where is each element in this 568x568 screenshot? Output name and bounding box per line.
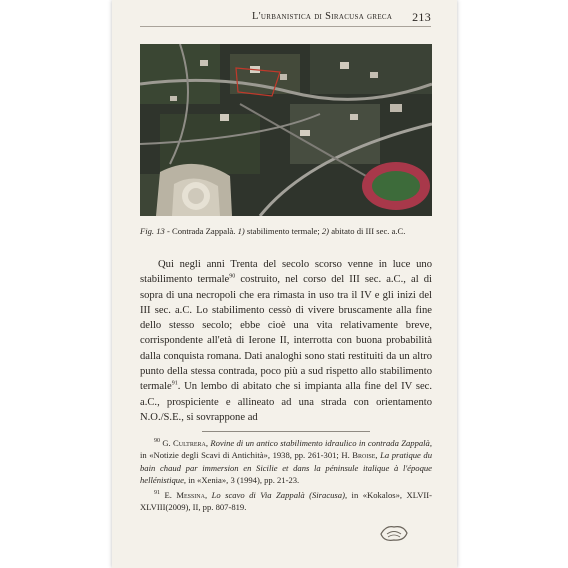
- running-head-title: L'urbanistica di Siracusa greca: [252, 11, 393, 22]
- running-head: [140, 10, 431, 27]
- note-ref-90: 90: [229, 273, 236, 280]
- body-part1: Qui negli anni Trenta del secolo scorso venne in luce uno stabilimento termale: [140, 259, 432, 286]
- note-ref-91: 91: [171, 380, 178, 387]
- footnote-separator2: ,: [375, 450, 381, 461]
- footnote-author: G. Cultrera: [162, 438, 206, 448]
- ornament-stamp-icon: [378, 522, 410, 544]
- figure-caption: [140, 226, 440, 236]
- footnote-tail: , in «Xenia», 3 (1994), pp. 21-23.: [183, 474, 300, 485]
- footnote-91: [140, 489, 432, 514]
- figure-item1-num: 1): [237, 226, 245, 236]
- footnote-middle: , in «Notizie degli Scavi di Antichità», 1938, pp. 261-301;: [140, 438, 433, 461]
- book-page: [112, 0, 457, 568]
- footnote-separator: ,: [204, 490, 212, 501]
- footnote-number: 91: [154, 490, 160, 497]
- figure-caption-text: - Contrada Zappalà.: [164, 226, 238, 236]
- body-part2: costruito, nel corso del III sec. a.C., al di sopra di una necropoli che era rimasta in uso tra il IV e gli inizi del III sec. a.C. Lo stabilimento cessò di vivere bruscamente alla fine dello stesso secolo; ebbe cioè una vita relativamente breve, corrispondente all'età di Ierone II, interrotta con buona probabilità dalla conquista romana. Dati analoghi sono stati restituiti da un altro punto della stessa contrada, poco più a sud rispetto allo stabilimento termale: [140, 274, 432, 393]
- figure-item2-text: abitato di III sec. a.C.: [329, 226, 406, 236]
- footnote-divider: [202, 431, 370, 432]
- footnote-title2: La pratique du bain chaud par immersion en Sicilie et dans la péninsule italique à l'époque hellénistique: [140, 450, 433, 485]
- aerial-photo-image: [140, 44, 432, 216]
- footnote-title: Lo scavo di Via Zappalà (Siracusa): [211, 490, 345, 501]
- footnote-author: E. Messina: [164, 490, 205, 501]
- aerial-photo: [140, 44, 432, 216]
- footnote-author2: H. Broise: [341, 450, 376, 461]
- footnotes: [140, 437, 432, 514]
- footnote-separator: ,: [205, 438, 211, 448]
- page-number: 213: [412, 10, 431, 24]
- body-text: [140, 257, 432, 425]
- footnote-title: Rovine di un antico stabilimento idraulico in contrada Zappalà: [210, 438, 430, 448]
- footnote-number: 90: [154, 438, 160, 445]
- body-part3: . Un lembo di abitato che si impianta alla fine del IV sec. a.C., prospiciente e allineato ad una strada con orientamento N.O./S.E., si sovrappone ad: [140, 381, 432, 423]
- footnote-tail: , in «Kokalos», XLVII-XLVIII(2009), II, pp. 807-819.: [140, 490, 432, 513]
- body-paragraph: [140, 257, 432, 425]
- figure-label: Fig. 13: [140, 226, 165, 236]
- figure-item2-num: 2): [321, 226, 330, 236]
- figure-item1-text: stabilimento termale;: [244, 226, 322, 236]
- footnote-90: [140, 437, 432, 486]
